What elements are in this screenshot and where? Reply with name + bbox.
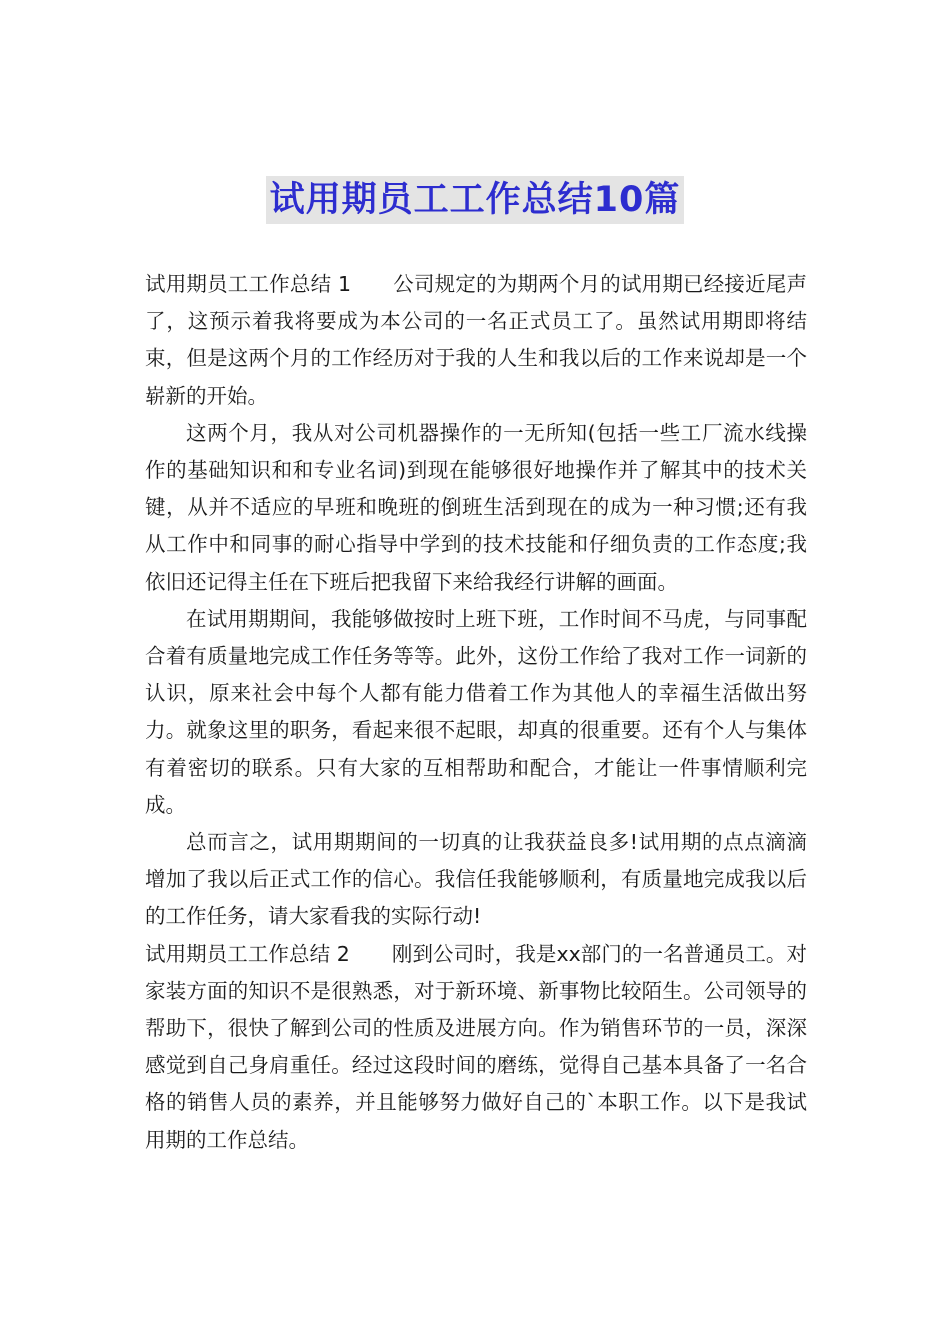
section-2-first-paragraph: [145, 936, 807, 1159]
document-title: 试用期员工工作总结10篇: [266, 176, 685, 224]
paragraph-text: 公司规定的为期两个月的试用期已经接近尾声了，这预示着我将要成为本公司的一名正式员工了。虽然试用期即将结束，但是这两个月的工作经历对于我的人生和我以后的工作来说却是一个崭新的开始。: [145, 272, 808, 408]
title-container: [0, 176, 950, 224]
document-body: [145, 266, 807, 1159]
section-1-paragraph-3: 在试用期期间，我能够做按时上班下班，工作时间不马虎，与同事配合着有质量地完成工作任务等等。此外，这份工作给了我对工作一词新的认识，原来社会中每个人都有能力借着工作为其他人的幸福生活做出努力。就象这里的职务，看起来很不起眼，却真的很重要。还有个人与集体有着密切的联系。只有大家的互相帮助和配合，才能让一件事情顺利完成。: [145, 606, 807, 817]
section-1-paragraph-4: 总而言之，试用期期间的一切真的让我获益良多!试用期的点点滴滴增加了我以后正式工作的信心。我信任我能够顺利，有质量地完成我以后的工作任务，请大家看我的实际行动!: [145, 830, 807, 929]
section-1-heading: 试用期员工工作总结 1: [145, 272, 352, 296]
paragraph-text: 刚到公司时，我是xx部门的一名普通员工。对家装方面的知识不是很熟悉，对于新环境、新事物比较陌生。公司领导的帮助下，很快了解到公司的性质及进展方向。作为销售环节的一员，深深感觉到自己身肩重任。经过这段时间的磨练，觉得自己基本具备了一名合格的销售人员的素养，并且能够努力做好自己的`本职工作。以下是我试用期的工作总结。: [145, 941, 808, 1152]
section-2-heading: 试用期员工工作总结 2: [145, 941, 350, 966]
section-1-first-paragraph: [145, 266, 807, 415]
section-1-paragraph-2: 这两个月，我从对公司机器操作的一无所知(包括一些工厂流水线操作的基础知识和和专业名词)到现在能够很好地操作并了解其中的技术关键，从并不适应的早班和晚班的倒班生活到现在的成为一种习惯;还有我从工作中和同事的耐心指导中学到的技术技能和仔细负责的工作态度;我依旧还记得主任在下班后把我留下来给我经行讲解的画面。: [145, 420, 807, 594]
